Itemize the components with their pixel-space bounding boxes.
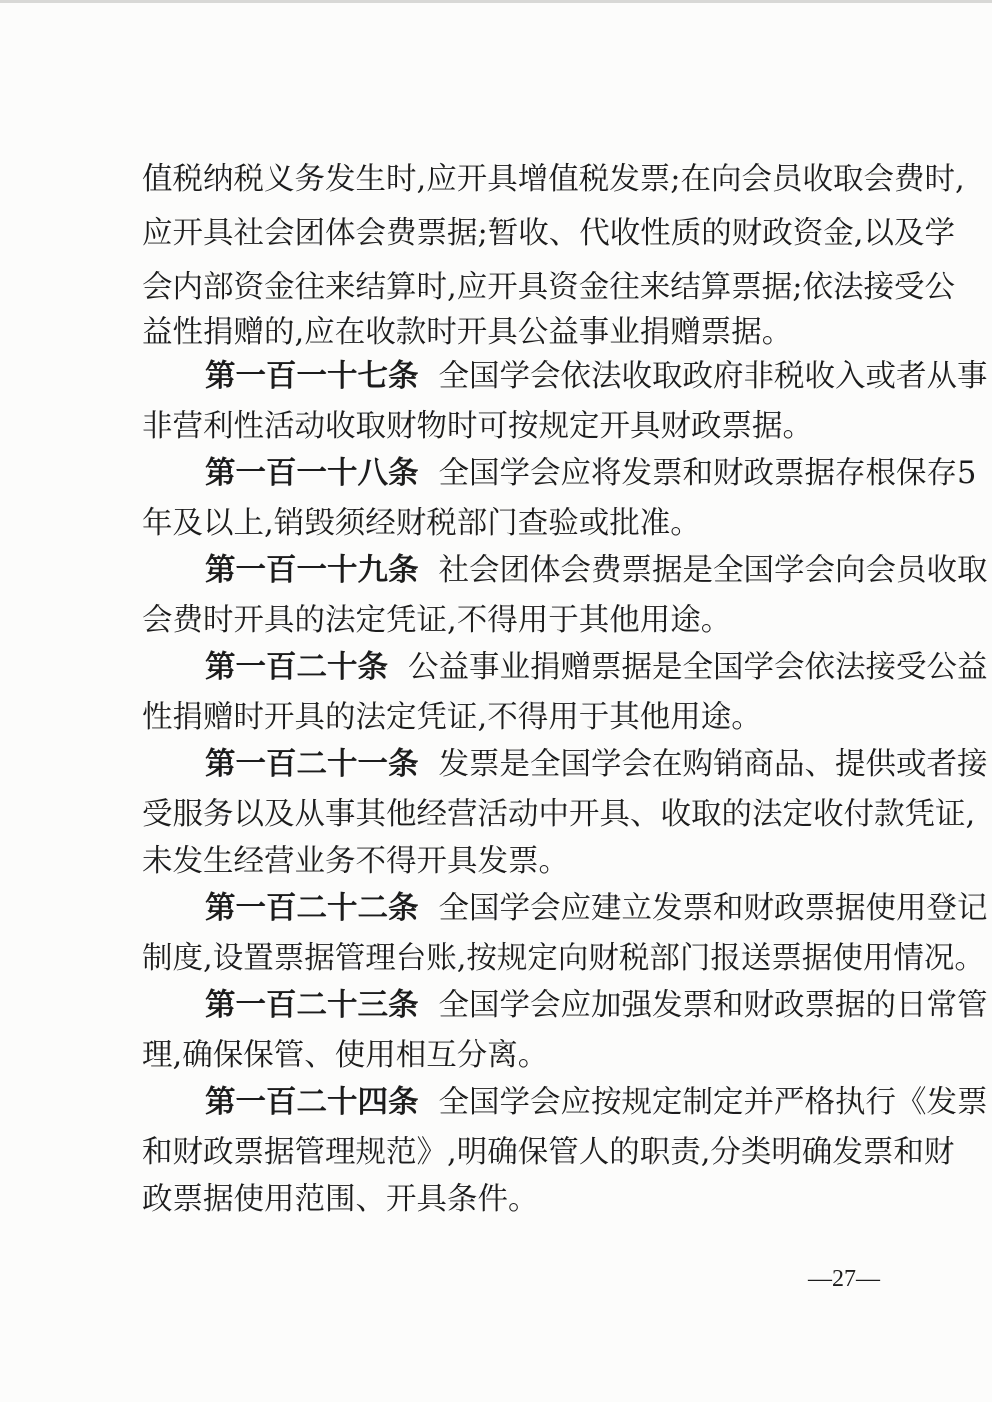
article-title: 第一百二十二条 <box>205 891 419 926</box>
body-line: 会 内 部 资 金 往 来 结 算 时 , 应 开 具 资 金 往 来 结 算 票 据 ; 依 法 接 受 公 <box>142 270 955 305</box>
article-text: 全国学会应加强发票和财政票据的日常管 <box>438 988 988 1023</box>
body-line: 非营利性活动收取财物时可按规定开具财政票据。 <box>142 409 813 444</box>
body-line: 性捐赠时开具的法定凭证,不得用于其他用途。 <box>142 700 762 735</box>
body-line: 会费时开具的法定凭证,不得用于其他用途。 <box>142 603 732 638</box>
article-title: 第一百一十七条 <box>205 359 419 394</box>
article-119 <box>205 549 988 593</box>
article-120 <box>205 646 988 690</box>
body-line: 值 税 纳 税 义 务 发 生 时 , 应 开 具 增 值 税 发 票 ; 在 向 会 员 收 取 会 费 时 , <box>142 162 965 197</box>
body-line: 益性捐赠的,应在收款时开具公益事业捐赠票据。 <box>142 315 793 350</box>
article-122 <box>205 887 988 931</box>
scan-edge <box>0 0 992 3</box>
article-text: 全国学会应按规定制定并严格执行《发票 <box>438 1085 988 1120</box>
page-number: —27— <box>808 1266 880 1292</box>
article-title: 第一百二十三条 <box>205 988 419 1023</box>
article-121 <box>205 743 988 787</box>
body-line: 应 开 具 社 会 团 体 会 费 票 据 ; 暂 收 、 代 收 性 质 的 财 政 资 金 , 以 及 学 <box>142 216 955 251</box>
article-title: 第一百二十条 <box>205 650 388 685</box>
article-text: 全国学会应将发票和财政票据存根保存5 <box>438 456 977 491</box>
body-line: 受 服 务 以 及 从 事 其 他 经 营 活 动 中 开 具 、 收 取 的 法 定 收 付 款 凭 证 , <box>142 797 976 832</box>
article-123 <box>205 984 988 1028</box>
body-line: 年及以上,销毁须经财税部门查验或批准。 <box>142 506 701 541</box>
body-line: 政票据使用范围、开具条件。 <box>142 1182 539 1217</box>
body-line: 制 度 , 设 置 票 据 管 理 台 账 , 按 规 定 向 财 税 部 门 报 送 票 据 使 用 情 况 。 <box>142 941 985 976</box>
article-117 <box>205 355 988 399</box>
body-line: 和 财 政 票 据 管 理 规 范 》 , 明 确 保 管 人 的 职 责 , 分 类 明 确 发 票 和 财 <box>142 1135 955 1170</box>
body-line: 未发生经营业务不得开具发票。 <box>142 844 569 879</box>
article-text: 公益事业捐赠票据是全国学会依法接受公益 <box>408 650 988 685</box>
article-124 <box>205 1081 988 1125</box>
article-text: 全国学会应建立发票和财政票据使用登记 <box>438 891 988 926</box>
article-text: 社会团体会费票据是全国学会向会员收取 <box>438 553 988 588</box>
body-line: 理,确保保管、使用相互分离。 <box>142 1038 549 1073</box>
article-title: 第一百一十八条 <box>205 456 419 491</box>
article-title: 第一百二十四条 <box>205 1085 419 1120</box>
article-text: 全国学会依法收取政府非税收入或者从事 <box>438 359 988 394</box>
article-118 <box>205 452 977 496</box>
article-text: 发票是全国学会在购销商品、提供或者接 <box>438 747 988 782</box>
article-title: 第一百二十一条 <box>205 747 419 782</box>
article-title: 第一百一十九条 <box>205 553 419 588</box>
